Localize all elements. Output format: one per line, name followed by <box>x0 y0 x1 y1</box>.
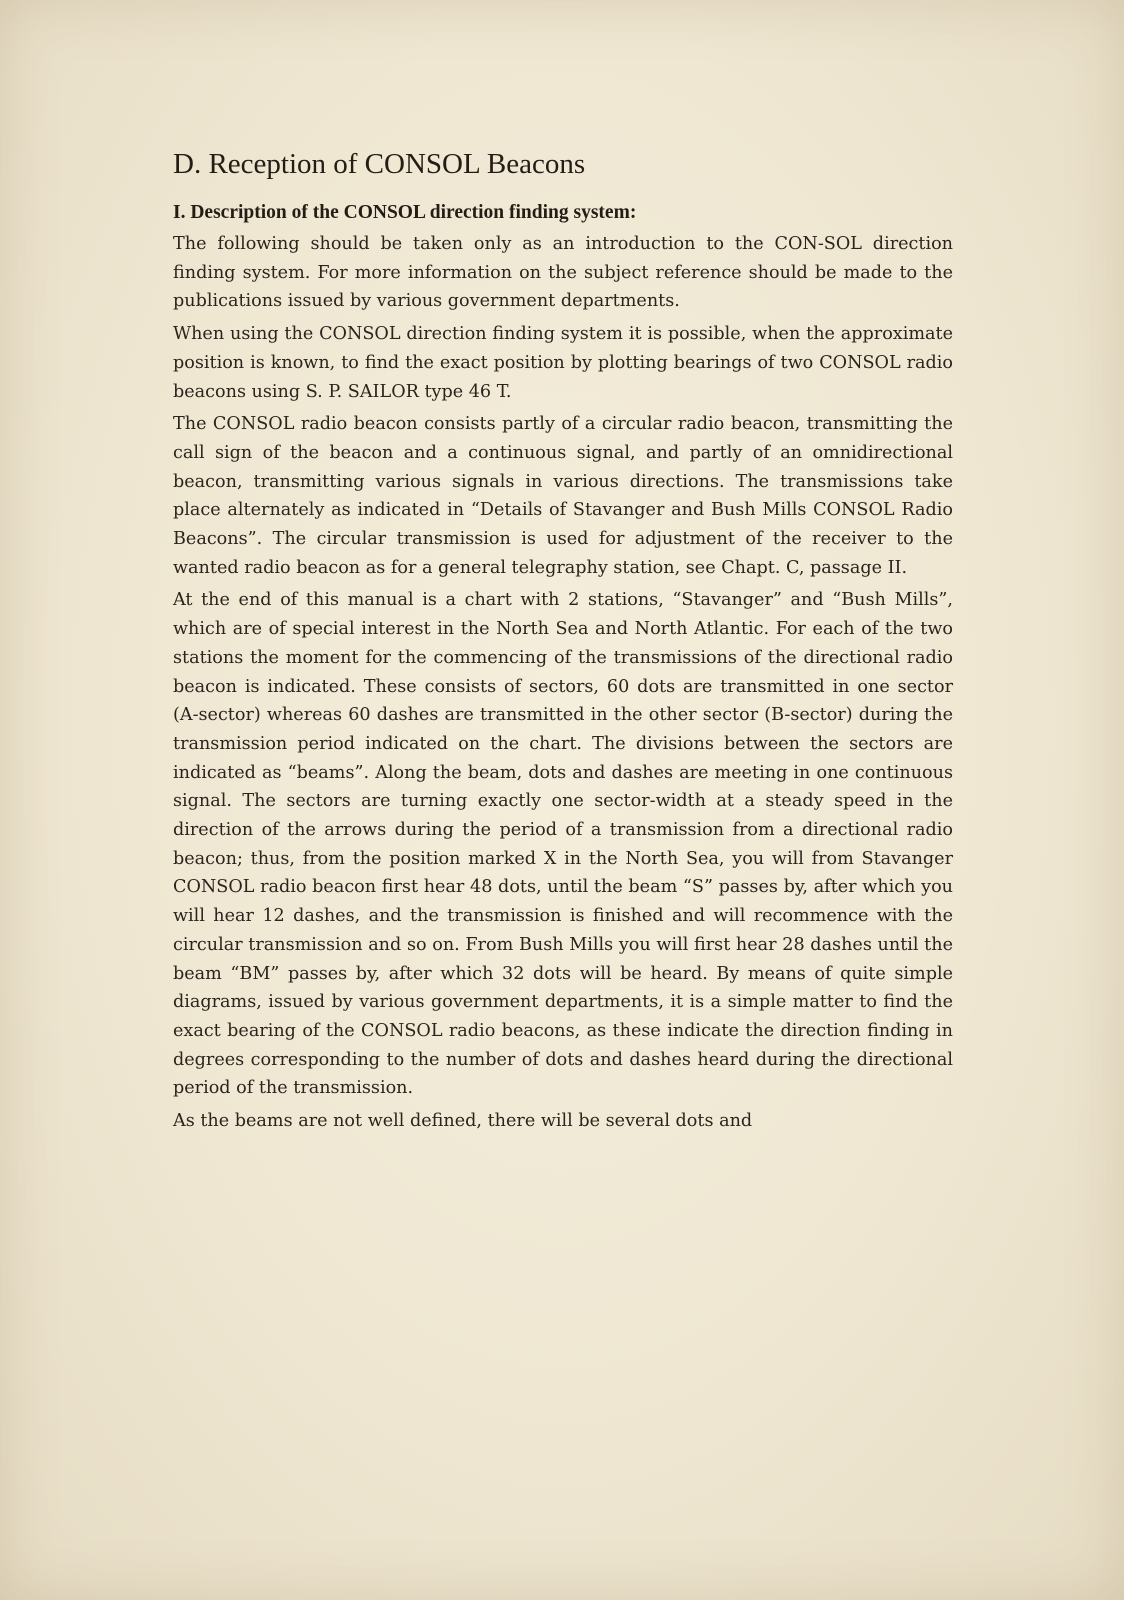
page-content <box>173 146 953 1140</box>
paragraph-position-finding: When using the CONSOL direction finding system it is possible, when the approximate position is known, to find the exact position by plotting bearings of two CONSOL radio beacons using S. P. SAILOR type 46 T. <box>173 324 953 402</box>
paragraph-beams: As the beams are not well defined, there will be several dots and <box>173 1111 753 1132</box>
section-title: D. Reception of CONSOL Beacons <box>173 148 586 180</box>
paragraph-beacon-description: The CONSOL radio beacon consists partly of a circular radio beacon, transmitting the call sign of the beacon and a continuous signal, and partly of an omnidirectional beacon, transmitting various signals in various directions. The transmissions take place alternately as indicated in “Details of Stavanger and Bush Mills CONSOL Radio Beacons”. The circular transmission is used for adjustment of the receiver to the wanted radio beacon as for a general telegraphy station, see Chapt. C, passage II. <box>173 414 953 578</box>
paragraph-chart-explanation: At the end of this manual is a chart with 2 stations, “Stavanger” and “Bush Mills”, which are of special interest in the North Sea and North Atlantic. For each of the two stations the moment for the commencing of the transmissions of the directional radio beacon is indicated. These consists of sectors, 60 dots are transmitted in one sector (A-sector) whereas 60 dashes are transmitted in the other sector (B-sector) during the transmission period indicated on the chart. The divisions between the sectors are indicated as “beams”. Along the beam, dots and dashes are meeting in one continuous signal. The sectors are turning exactly one sector-width at a steady speed in the direction of the arrows during the period of a transmission from a directional radio beacon; thus, from the position marked X in the North Sea, you will from Stavanger CONSOL radio beacon first hear 48 dots, until the beam “S” passes by, after which you will hear 12 dashes, and the transmission is finished and will recommence with the circular transmission and so on. From Bush Mills you will first hear 28 dashes until the beam “BM” passes by, after which 32 dots will be heard. By means of quite simple diagrams, issued by various government departments, it is a simple matter to find the exact bearing of the CONSOL radio beacons, as these indicate the direction finding in degrees corresponding to the number of dots and dashes heard during the directional period of the transmission. <box>173 590 953 1099</box>
subsection-title: I. Description of the CONSOL direction finding system: <box>173 202 637 223</box>
paragraph-introduction: The following should be taken only as an introduction to the CON-SOL direction finding system. For more information on the subject reference should be made to the publications issued by various government departments. <box>173 234 953 312</box>
